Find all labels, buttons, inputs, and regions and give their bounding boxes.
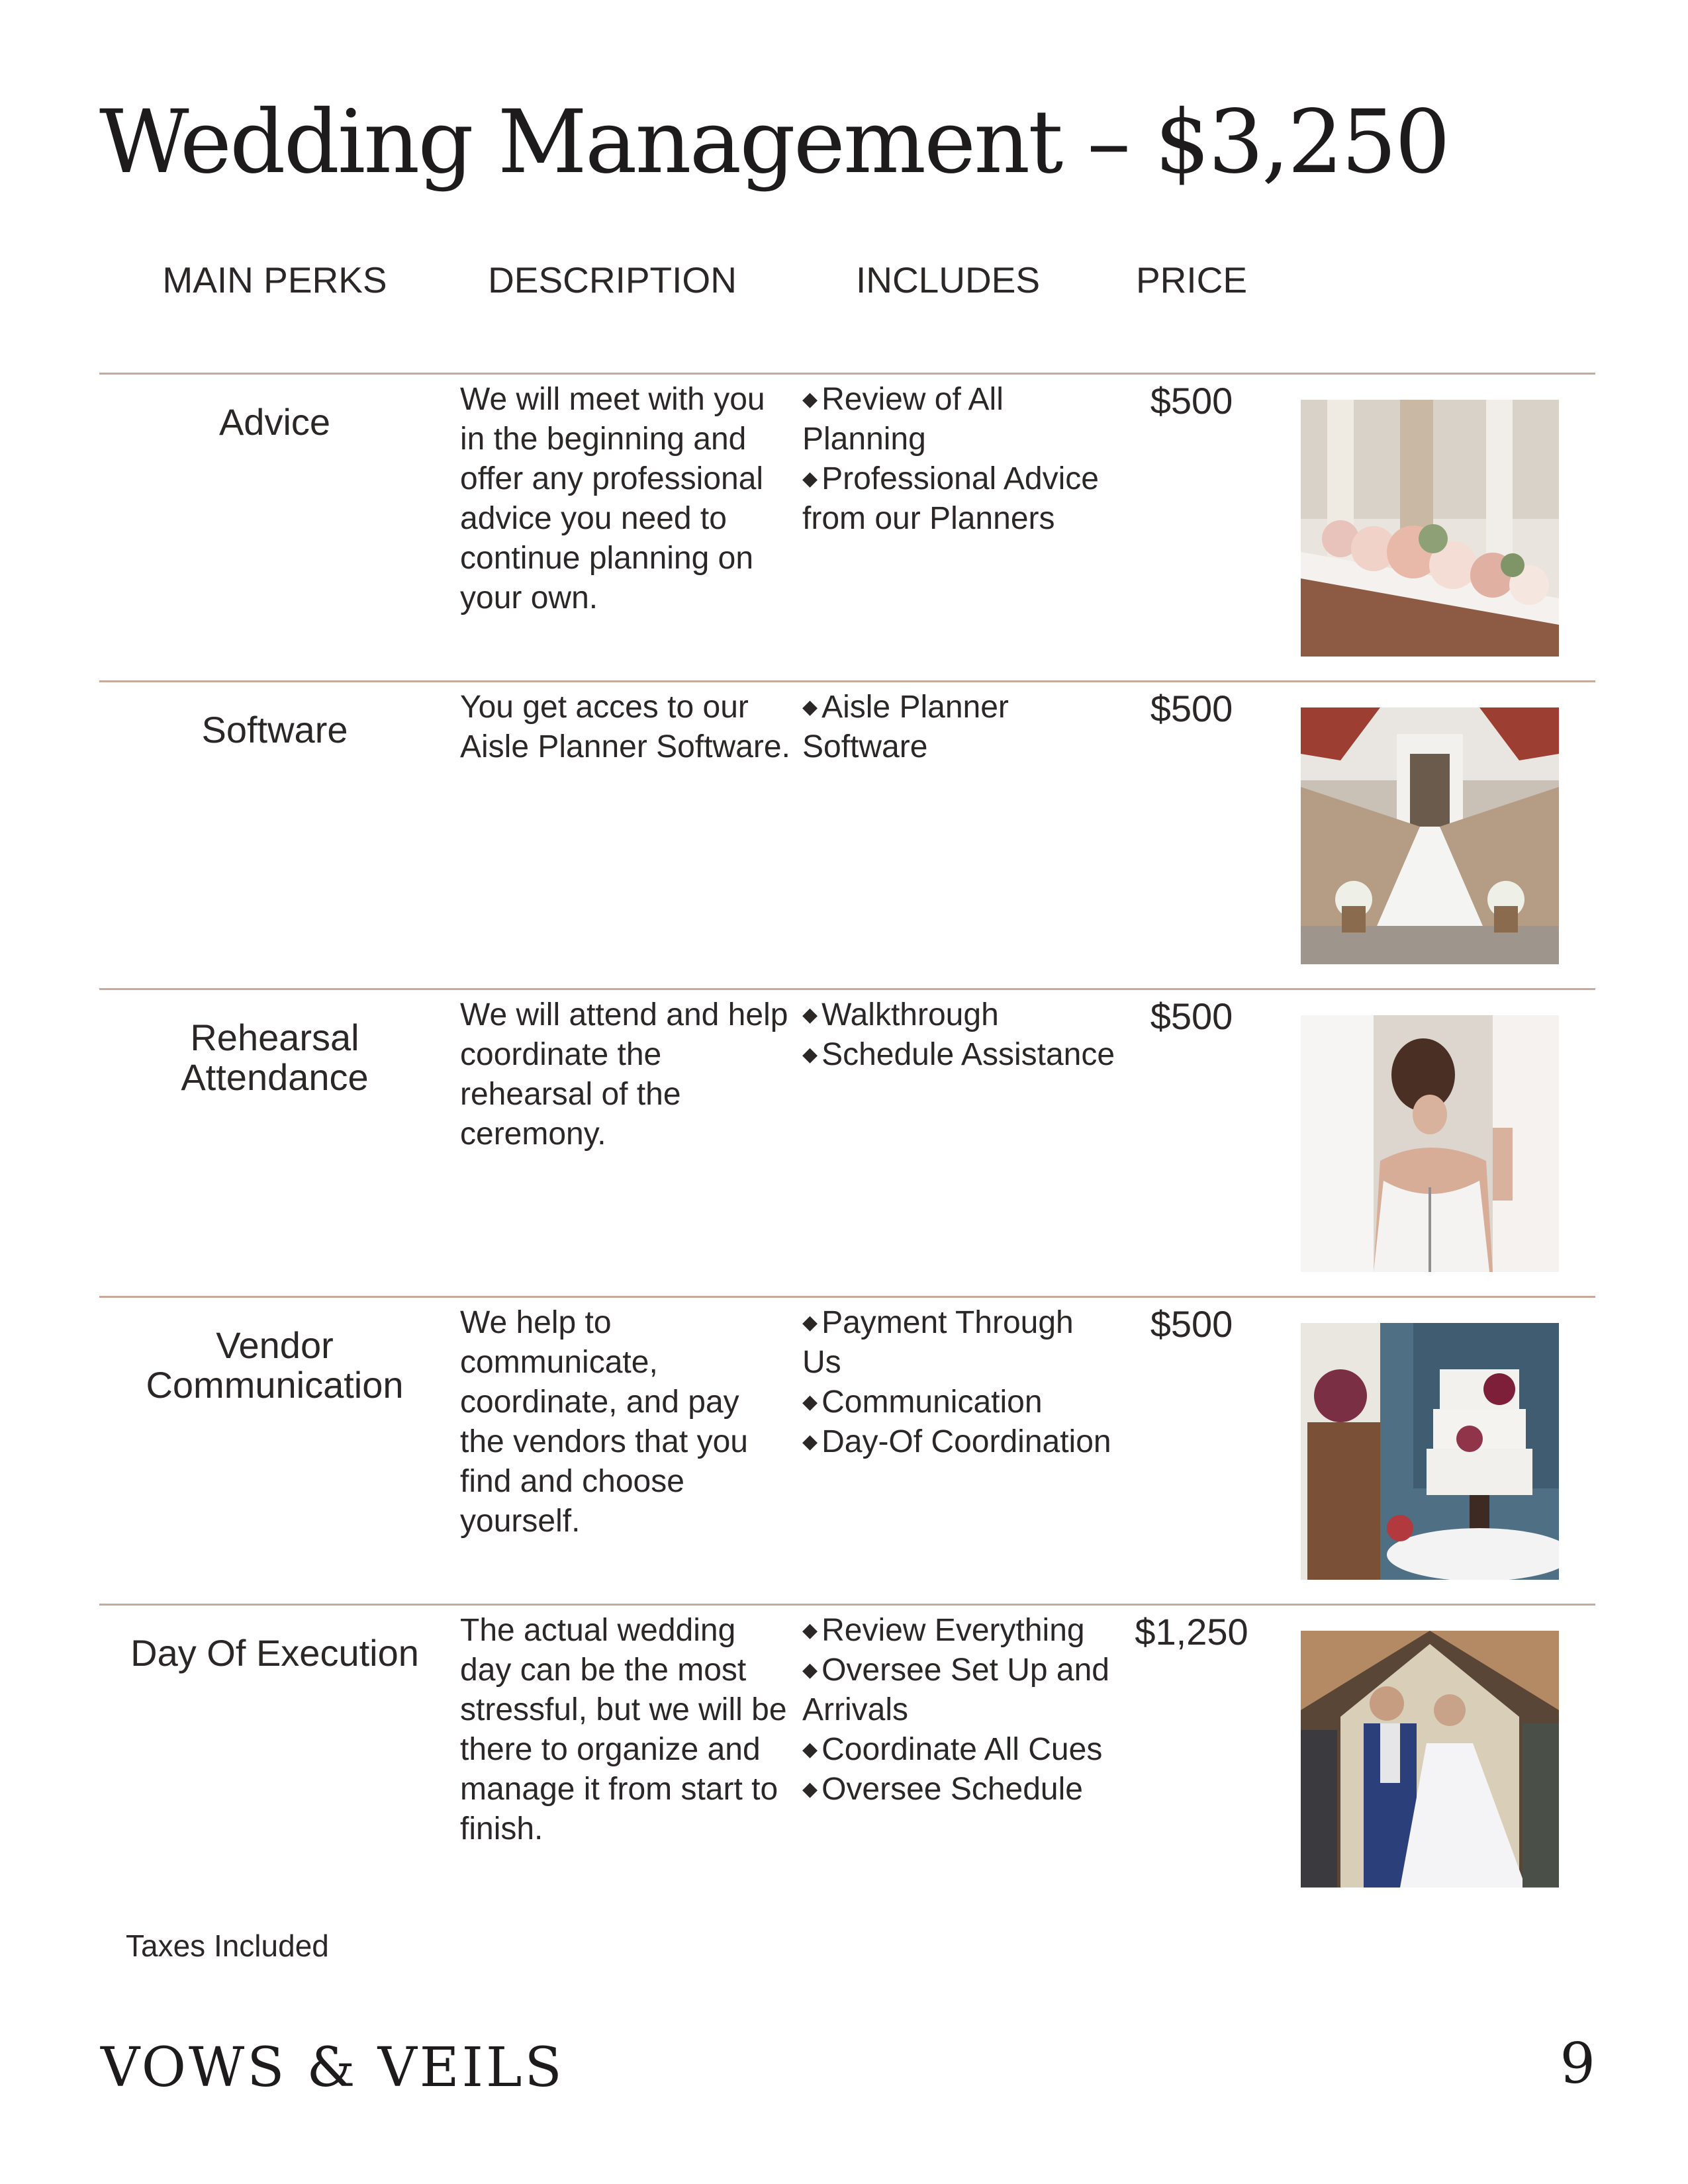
perk-includes [802, 1303, 1120, 1462]
perk-includes [802, 688, 1120, 767]
include-item: ◆ Payment Through Us [802, 1305, 1074, 1380]
table-row [99, 1296, 1595, 1606]
include-item: ◆ Review Everything [802, 1613, 1085, 1648]
include-item: ◆ Oversee Set Up and Arrivals [802, 1653, 1109, 1727]
include-item: ◆ Review of All Planning [802, 382, 1004, 457]
perk-description: We will meet with you in the beginning and offer any professional advice you need to continue planning on your own. [460, 382, 765, 615]
diamond-bullet-icon: ◆ [802, 1619, 818, 1641]
header-price: PRICE [1135, 259, 1248, 300]
header-main-perks: MAIN PERKS [162, 259, 387, 300]
perk-includes [802, 380, 1120, 539]
diamond-bullet-icon: ◆ [802, 388, 818, 410]
include-item: ◆ Walkthrough [802, 997, 999, 1032]
diamond-bullet-icon: ◆ [802, 468, 818, 490]
include-item: ◆ Oversee Schedule [802, 1772, 1083, 1807]
include-item: ◆ Professional Advice from our Planners [802, 461, 1099, 536]
diamond-bullet-icon: ◆ [802, 1659, 818, 1681]
include-item: ◆ Day-Of Coordination [802, 1424, 1111, 1459]
couple-exit-photo [1301, 1631, 1559, 1888]
include-item: ◆ Schedule Assistance [802, 1037, 1115, 1072]
diamond-bullet-icon: ◆ [802, 1431, 818, 1453]
diamond-bullet-icon: ◆ [802, 1739, 818, 1760]
diamond-bullet-icon: ◆ [802, 1312, 818, 1334]
perk-price: $500 [1150, 995, 1233, 1037]
page-number: 9 [1560, 2031, 1595, 2096]
floral-table-photo [1301, 400, 1559, 657]
table-row [99, 373, 1595, 682]
perk-name: Advice [218, 401, 331, 443]
perk-name: Vendor Communication [146, 1324, 404, 1406]
perk-price: $500 [1150, 1303, 1233, 1345]
bride-back-photo [1301, 1015, 1559, 1272]
perk-description: We help to communicate, coordinate, and pay the vendors that you find and choose yourself. [460, 1305, 748, 1539]
perk-price: $500 [1150, 380, 1233, 422]
perk-description: The actual wedding day can be the most stressful, but we will be there to organize and manage it from start to finish. [460, 1613, 787, 1846]
table-row [99, 988, 1595, 1298]
include-item: ◆ Coordinate All Cues [802, 1732, 1103, 1767]
taxes-note: Taxes Included [126, 1929, 329, 1963]
diamond-bullet-icon: ◆ [802, 1391, 818, 1413]
perk-includes [802, 995, 1120, 1075]
perk-price: $1,250 [1135, 1611, 1248, 1653]
table-row [99, 680, 1595, 990]
header-includes: INCLUDES [855, 259, 1041, 300]
perk-price: $500 [1150, 688, 1233, 729]
header-description: DESCRIPTION [488, 259, 737, 300]
include-item: ◆ Communication [802, 1385, 1043, 1420]
perk-includes [802, 1611, 1120, 1809]
perk-description: You get acces to our Aisle Planner Software. [460, 690, 790, 764]
include-item: ◆ Aisle Planner Software [802, 690, 1009, 764]
perk-description: We will attend and help coordinate the rehearsal of the ceremony. [460, 997, 788, 1152]
diamond-bullet-icon: ◆ [802, 1778, 818, 1800]
diamond-bullet-icon: ◆ [802, 1004, 818, 1026]
diamond-bullet-icon: ◆ [802, 696, 818, 718]
brand-logo: VOWS & VEILS [101, 2036, 565, 2099]
page-title: Wedding Management – $3,250 [99, 91, 1449, 193]
perk-name: Day Of Execution [130, 1632, 419, 1674]
wedding-cake-photo [1301, 1323, 1559, 1580]
perk-name: Rehearsal Attendance [181, 1017, 369, 1098]
ceremony-aisle-photo [1301, 707, 1559, 964]
perk-name: Software [201, 709, 348, 751]
table-row [99, 1604, 1595, 1913]
diamond-bullet-icon: ◆ [802, 1044, 818, 1066]
